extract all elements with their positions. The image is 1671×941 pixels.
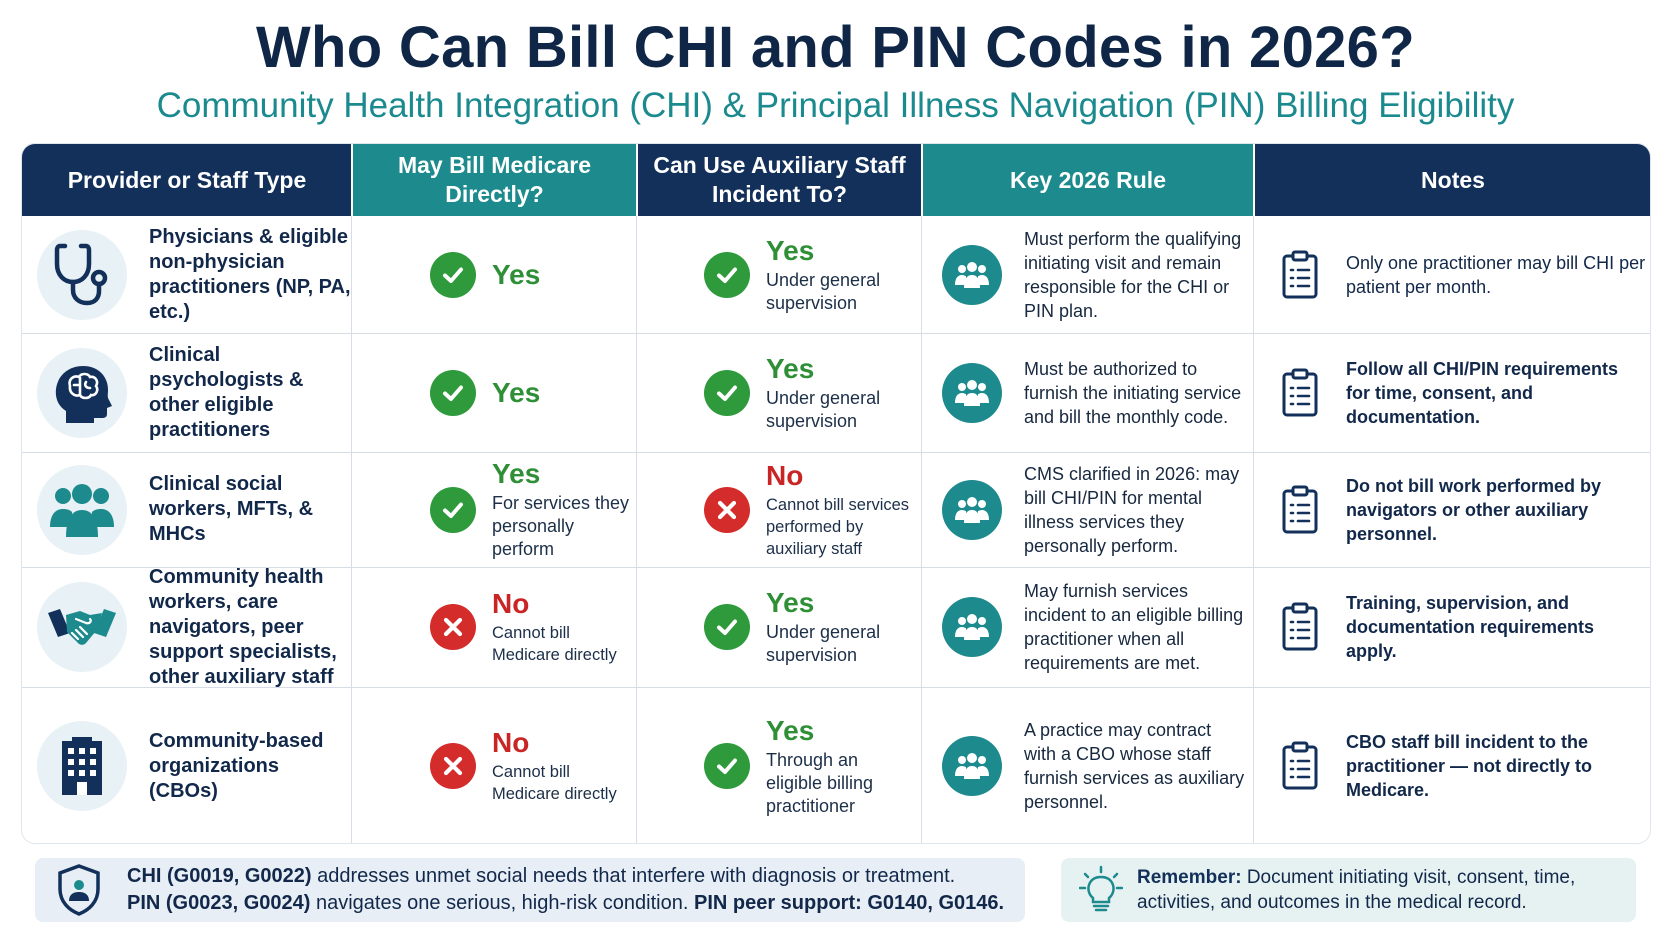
table-cell-notes: [1278, 452, 1646, 567]
clipboard-icon: [1278, 741, 1322, 791]
table-cell-auxiliary: [704, 333, 917, 452]
check-icon: [430, 252, 476, 298]
building-icon: [37, 721, 127, 811]
table-cell-bill-direct: [430, 687, 630, 844]
chi-description: addresses unmet social needs that interfere with diagnosis or treatment.: [311, 865, 956, 887]
auxiliary-status-detail: Under general supervision: [766, 622, 881, 665]
reminder-label: Remember:: [1137, 867, 1242, 888]
note-text: CBO staff bill incident to the practitioner — not directly to Medicare.: [1346, 732, 1593, 800]
table-row-provider: [37, 452, 352, 567]
note-text: Training, supervision, and documentation requirements apply.: [1346, 593, 1595, 661]
bill_direct-status-detail: Cannot bill Medicare directly: [492, 763, 617, 803]
stethoscope-icon: [37, 230, 127, 320]
shield-icon: [55, 863, 103, 917]
auxiliary-status: [704, 715, 917, 818]
table-cell-rule: [942, 216, 1246, 333]
pin-codes: PIN (G0023, G0024): [127, 892, 311, 914]
key-rule-text: Must be authorized to furnish the initiating service and bill the monthly code.: [1024, 358, 1242, 427]
table-cell-bill-direct: [430, 452, 630, 567]
auxiliary-status-word: Yes: [766, 587, 815, 618]
check-icon: [430, 370, 476, 416]
table-cell-bill-direct: [430, 333, 630, 452]
key-rule-text: Must perform the qualifying initiating visit and remain responsible for the CHI or PIN plan.: [1024, 228, 1242, 321]
cross-icon: [430, 604, 476, 650]
page-subtitle: Community Health Integration (CHI) & Principal Illness Navigation (PIN) Billing Eligibility: [156, 86, 1515, 125]
provider-type: Clinical social workers, MFTs, & MHCs: [149, 473, 314, 545]
cross-icon: [704, 487, 750, 533]
header-auxiliary: Can Use Auxiliary Staff Incident To?: [637, 144, 922, 216]
bill_direct-status-word: No: [492, 588, 530, 619]
header-notes: Notes: [1254, 144, 1651, 216]
clipboard-icon: [1278, 485, 1322, 535]
table-cell-bill-direct: [430, 567, 630, 687]
note-text: Follow all CHI/PIN requirements for time, consent, and documentation.: [1346, 358, 1619, 427]
reminder-text: Document initiating visit, consent, time, activities, and outcomes in the medical record.: [1137, 867, 1576, 913]
people-group-icon: [942, 736, 1002, 796]
table-cell-notes: [1278, 333, 1646, 452]
header-rule: Key 2026 Rule: [922, 144, 1254, 216]
bill_direct-status-detail: For services they personally perform: [492, 493, 630, 559]
bill_direct-status-word: Yes: [492, 376, 541, 408]
people-group-icon: [942, 363, 1002, 423]
table-cell-rule: [942, 567, 1246, 687]
table-cell-auxiliary: [704, 567, 917, 687]
bill_direct-status: [430, 727, 630, 805]
bill_direct-status-detail: Cannot bill Medicare directly: [492, 624, 617, 664]
header-bill-direct: May Bill Medicare Directly?: [352, 144, 637, 216]
people-group-icon: [942, 480, 1002, 540]
table-cell-auxiliary: [704, 216, 917, 333]
auxiliary-status-word: Yes: [766, 352, 815, 384]
table-cell-notes: [1278, 216, 1646, 333]
auxiliary-status: [704, 460, 917, 560]
table-cell-auxiliary: [704, 452, 917, 567]
table-cell-auxiliary: [704, 687, 917, 844]
note-text: Do not bill work performed by navigators or other auxiliary personnel.: [1346, 475, 1602, 544]
table-row-provider: [37, 333, 352, 452]
bill_direct-status: [430, 588, 630, 666]
pin-description: navigates one serious, high-risk condition.: [310, 892, 694, 914]
key-rule-text: May furnish services incident to an eligible billing practitioner when all requirements are met.: [1024, 581, 1244, 673]
auxiliary-status-word: Yes: [766, 234, 815, 266]
table-cell-bill-direct: [430, 216, 630, 333]
pin-peer-codes: PIN peer support: G0140, G0146.: [693, 892, 1005, 914]
auxiliary-status-detail: Under general supervision: [766, 269, 881, 313]
chi-codes: CHI (G0019, G0022): [127, 865, 312, 887]
page-title: Who Can Bill CHI and PIN Codes in 2026?: [256, 15, 1415, 80]
auxiliary-status: [704, 353, 917, 433]
auxiliary-status: [704, 587, 917, 667]
check-icon: [430, 487, 476, 533]
people-group-icon: [37, 465, 127, 555]
bill_direct-status-word: Yes: [492, 258, 541, 290]
auxiliary-status-detail: Through an eligible billing practitioner: [766, 749, 874, 816]
provider-type: Community health workers, care navigators, peer support specialists, other auxiliary staff: [149, 565, 337, 688]
bill_direct-status: [430, 458, 630, 561]
key-rule-text: CMS clarified in 2026: may bill CHI/PIN for mental illness services they personally perform.: [1024, 463, 1240, 556]
provider-type: Community-based organizations (CBOs): [149, 729, 324, 802]
bill_direct-status-word: No: [492, 727, 530, 758]
lightbulb-icon: [1079, 865, 1123, 915]
key-rule-text: A practice may contract with a CBO whose staff furnish services as auxiliary personnel.: [1024, 720, 1245, 812]
bill_direct-status: [430, 252, 540, 298]
clipboard-icon: [1278, 602, 1322, 652]
table-cell-rule: [942, 452, 1246, 567]
people-group-icon: [942, 597, 1002, 657]
auxiliary-status-detail: Under general supervision: [766, 387, 881, 431]
check-icon: [704, 743, 750, 789]
check-icon: [704, 252, 750, 298]
header-provider: Provider or Staff Type: [22, 144, 352, 216]
table-cell-notes: [1278, 567, 1646, 687]
brain-head-icon: [37, 348, 127, 438]
auxiliary-status-detail: Cannot bill services performed by auxiliary staff: [766, 495, 910, 558]
people-group-icon: [942, 245, 1002, 305]
clipboard-icon: [1278, 368, 1322, 418]
bill_direct-status: [430, 370, 540, 416]
check-icon: [704, 604, 750, 650]
table-cell-rule: [942, 333, 1246, 452]
table-row-provider: [37, 216, 352, 333]
cross-icon: [430, 743, 476, 789]
bill_direct-status-word: Yes: [492, 458, 541, 489]
auxiliary-status-word: No: [766, 459, 804, 491]
table-row-provider: [37, 567, 352, 687]
check-icon: [704, 370, 750, 416]
auxiliary-status-word: Yes: [766, 714, 815, 746]
provider-type: Clinical psychologists & other eligible practitioners: [149, 343, 304, 441]
provider-type: Physicians & eligible non-physician practitioners (NP, PA, etc.): [149, 225, 351, 323]
footer-codes: [35, 858, 1025, 922]
handshake-icon: [37, 582, 127, 672]
eligibility-table: [21, 143, 1651, 844]
table-row-provider: [37, 687, 352, 844]
clipboard-icon: [1278, 250, 1322, 300]
table-cell-notes: [1278, 687, 1646, 844]
note-text: Only one practitioner may bill CHI per patient per month.: [1346, 252, 1646, 297]
auxiliary-status: [704, 235, 917, 315]
table-cell-rule: [942, 687, 1246, 844]
footer-reminder: [1061, 858, 1636, 922]
